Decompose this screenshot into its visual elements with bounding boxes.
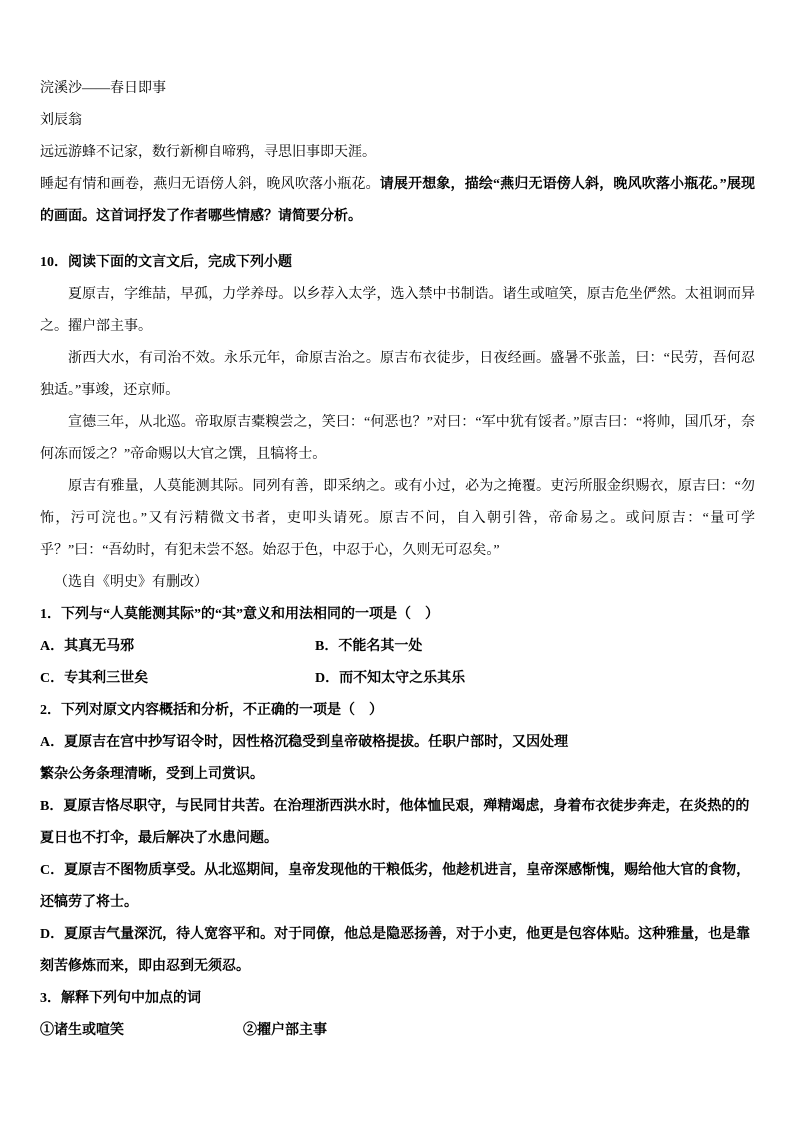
q2-option-d-line-2: 刻苦修炼而来，即由忍到无须忍。 xyxy=(40,959,250,974)
question-10-heading: 10．阅读下面的文言文后，完成下列小题 xyxy=(40,255,292,270)
passage-paragraph-3: 宣德三年，从北巡。帝取原吉橐糗尝之，笑曰：“何恶也？”对曰：“军中犹有馁者。”原吉曰：“将帅，国爪牙，奈何冻而馁之？”帝命赐以大官之馔，且犒将士。 xyxy=(40,415,755,462)
poem-line-2: 睡起有情和画卷，燕归无语傍人斜，晚风吹落小瓶花。 xyxy=(40,177,380,192)
passage-source: （选自《明史》有删改） xyxy=(54,575,208,590)
passage-paragraph-2: 浙西大水，有司治不效。永乐元年，命原吉治之。原吉布衣徒步，日夜经画。盛暑不张盖，曰：“民劳，吾何忍独适。”事竣，还京师。 xyxy=(40,351,755,398)
passage-paragraph-1: 夏原吉，字维喆，早孤，力学养母。以乡荐入太学，选入禁中书制诰。诸生或喧笑，原吉危坐俨然。太祖诇而异之。擢户部主事。 xyxy=(40,287,755,334)
question-1-options-row-2 xyxy=(40,663,755,695)
q3-item-1: ①诸生或喧笑 xyxy=(40,1023,124,1038)
poem-question-prompt: 请展开想象，描绘“燕归无语傍人斜，晚风吹落小瓶花。”展现的画面。这首词抒发了作者哪些情感？请简要分析。 xyxy=(40,177,755,224)
q2-option-a xyxy=(40,727,755,791)
q3-item-2: ②擢户部主事 xyxy=(243,1023,327,1038)
passage-paragraph-4: 原吉有雅量，人莫能测其际。同列有善，即采纳之。或有小过，必为之掩覆。吏污所服金织赐衣，原吉曰：“勿怖，污可浣也。”又有污精微文书者，吏叩头请死。原吉不问，自入朝引咎，帝命易之。或问原吉：“量可学乎？”曰：“吾幼时，有犯未尝不怒。始忍于色，中忍于心，久则无可忍矣。” xyxy=(40,479,755,558)
q2-option-b-line-1: B．夏原吉恪尽职守，与民同甘共苦。在治理浙西洪水时，他体恤民艰，殚精竭虑，身着布衣徒步奔走，在炎热的的 xyxy=(40,799,750,814)
poem-title: 浣溪沙——春日即事 xyxy=(40,81,166,96)
q2-option-b xyxy=(40,791,755,855)
question-1-stem: 1．下列与“人莫能测其际”的“其”意义和用法相同的一项是（ ） xyxy=(40,607,439,622)
q1-option-b: B．不能名其一处 xyxy=(315,639,423,654)
q1-option-a: A．其真无马邪 xyxy=(40,639,135,654)
q2-option-a-line-1: A．夏原吉在宫中抄写诏令时，因性格沉稳受到皇帝破格提拔。任职户部时，又因处理 xyxy=(40,735,569,750)
q2-option-d xyxy=(40,919,755,983)
q2-option-a-line-2: 繁杂公务条理清晰，受到上司赏识。 xyxy=(40,767,264,782)
question-3-stem: 3．解释下列句中加点的词 xyxy=(40,991,201,1006)
question-3-items-row xyxy=(40,1015,755,1047)
q1-option-c: C．专其利三世矣 xyxy=(40,671,149,686)
q2-option-c-line-2: 还犒劳了将士。 xyxy=(40,895,138,910)
poem-author: 刘辰翁 xyxy=(40,113,82,128)
poem-line-1: 远远游蜂不记家，数行新柳自啼鸦，寻思旧事即天涯。 xyxy=(40,145,376,160)
q2-option-b-line-2: 夏日也不打伞，最后解决了水患问题。 xyxy=(40,831,278,846)
q2-option-d-line-1: D．夏原吉气量深沉，待人宽容平和。对于同僚，他总是隐恶扬善，对于小吏，他更是包容体贴。这种雅量，也是靠 xyxy=(40,927,751,942)
poem-section xyxy=(40,73,755,233)
classical-reading-section xyxy=(40,247,755,1047)
question-1-options-row-1 xyxy=(40,631,755,663)
q1-option-d: D．而不知太守之乐其乐 xyxy=(315,671,466,686)
q2-option-c-line-1: C．夏原吉不图物质享受。从北巡期间，皇帝发现他的干粮低劣，他趁机进言，皇帝深感惭愧，赐给他大官的食物， xyxy=(40,863,751,878)
q2-option-c xyxy=(40,855,755,919)
poem-line-2-with-prompt xyxy=(40,169,755,233)
question-2-stem: 2．下列对原文内容概括和分析，不正确的一项是（ ） xyxy=(40,703,383,718)
